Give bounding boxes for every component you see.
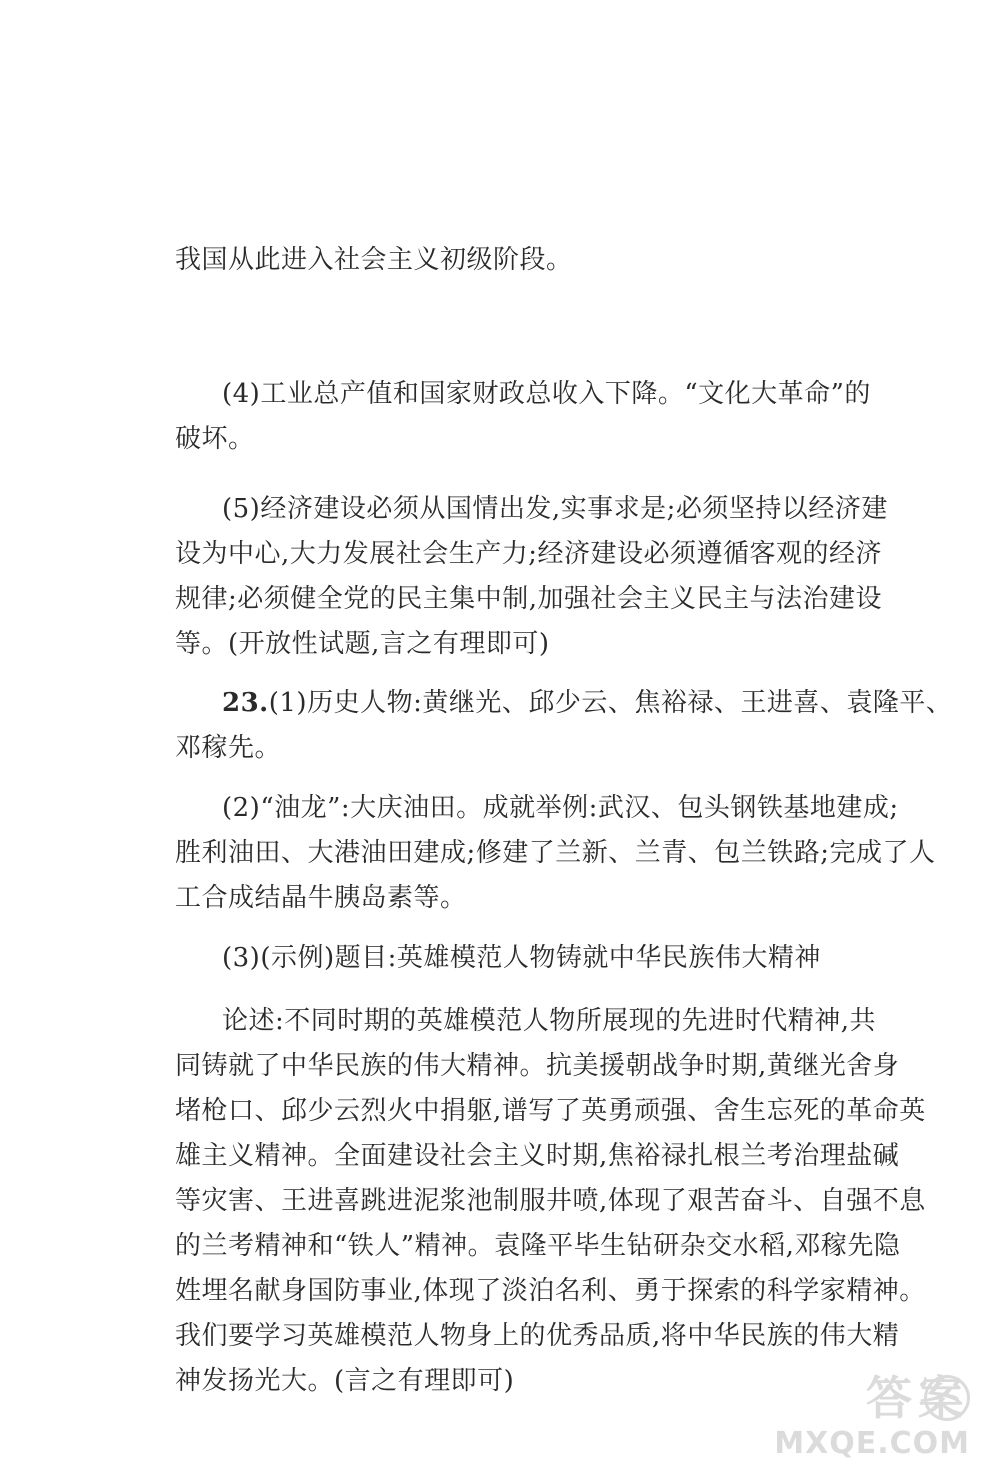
text-line-3: 破坏。	[175, 424, 255, 454]
text-line-11: 胜利油田、大港油田建成;修建了兰新、兰青、包兰铁路;完成了人	[175, 838, 936, 868]
text-line-5: 设为中心,大力发展社会生产力;经济建设必须遵循客观的经济	[175, 539, 883, 569]
question-23-text: (1)历史人物:黄继光、邱少云、焦裕禄、王进喜、袁隆平、	[268, 688, 953, 718]
watermark	[720, 1371, 970, 1461]
text-line-2: (4)工业总产值和国家财政总收入下降。“文化大革命”的	[222, 379, 871, 409]
text-line-22: 神发扬光大。(言之有理即可)	[175, 1366, 515, 1396]
text-line-15: 同铸就了中华民族的伟大精神。抗美援朝战争时期,黄继光舍身	[175, 1051, 900, 1081]
text-line-21: 我们要学习英雄模范人物身上的优秀品质,将中华民族的伟大精	[175, 1321, 900, 1351]
text-line-9: 邓稼先。	[175, 733, 282, 763]
text-line-6: 规律;必须健全党的民主集中制,加强社会主义民主与法治建设	[175, 584, 883, 614]
text-line-7: 等。(开放性试题,言之有理即可)	[175, 629, 550, 659]
text-line-18: 等灾害、王进喜跳进泥浆池制服井喷,体现了艰苦奋斗、自强不息	[175, 1186, 926, 1216]
text-line-14: 论述:不同时期的英雄模范人物所展现的先进时代精神,共	[222, 1006, 877, 1036]
question-number: 23.	[222, 688, 269, 718]
text-line-17: 雄主义精神。全面建设社会主义时期,焦裕禄扎根兰考治理盐碱	[175, 1141, 900, 1171]
watermark-top-text: 答案	[866, 1371, 970, 1425]
text-line-20: 姓埋名献身国防事业,体现了淡泊名利、勇于探索的科学家精神。	[175, 1276, 926, 1306]
text-line-12: 工合成结晶牛胰岛素等。	[175, 883, 467, 913]
watermark-badge-icon	[924, 1375, 970, 1421]
text-line-19: 的兰考精神和“铁人”精神。袁隆平毕生钻研杂交水稻,邓稼先隐	[175, 1231, 901, 1261]
watermark-url: MXQE.COM	[774, 1426, 970, 1461]
text-line-10: (2)“油龙”:大庆油田。成就举例:武汉、包头钢铁基地建成;	[222, 793, 899, 823]
question-23-line-1	[222, 685, 953, 721]
text-line-13: (3)(示例)题目:英雄模范人物铸就中华民族伟大精神	[222, 943, 821, 973]
text-line-1: 我国从此进入社会主义初级阶段。	[175, 245, 573, 275]
text-line-4: (5)经济建设必须从国情出发,实事求是;必须坚持以经济建	[222, 494, 888, 524]
text-line-16: 堵枪口、邱少云烈火中捐躯,谱写了英勇顽强、舍生忘死的革命英	[175, 1096, 926, 1126]
